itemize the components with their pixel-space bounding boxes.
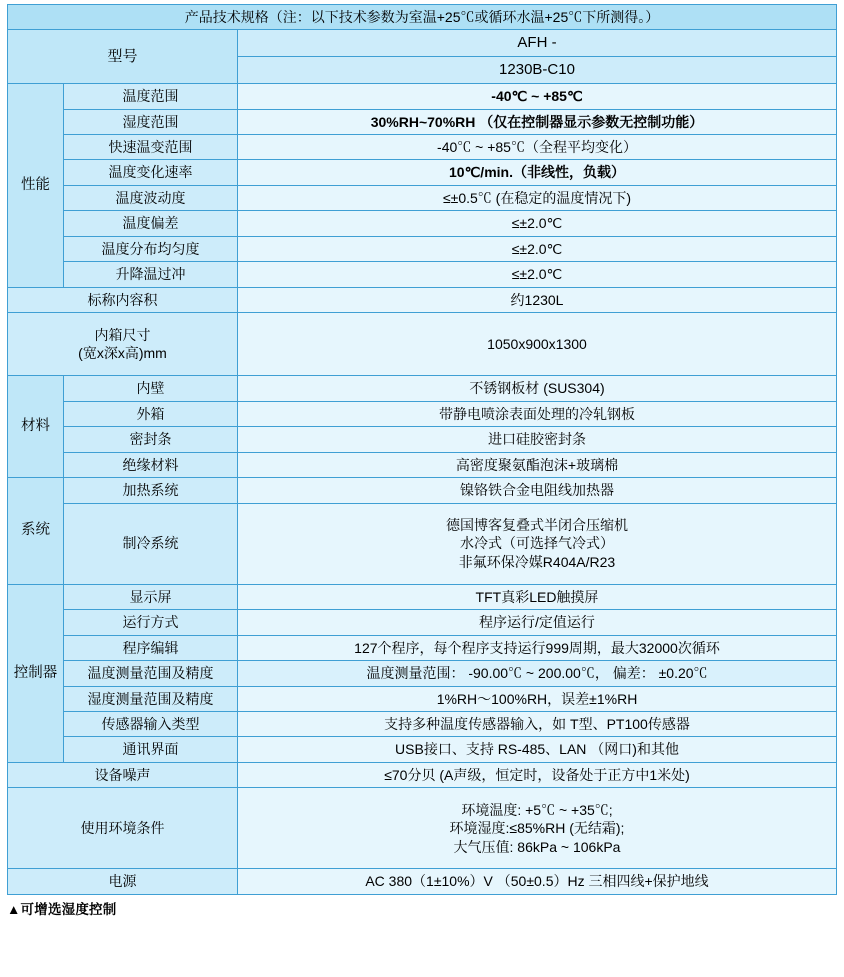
footnote: ▲可增选湿度控制 (7, 901, 117, 917)
table-row-controller-3 (8, 661, 837, 686)
section-label-system: 系统 (8, 478, 64, 584)
section-label-controller: 控制器 (8, 584, 64, 762)
row-value: ≤70分贝 (A声级，恒定时，设备处于正方中1米处) (238, 762, 837, 787)
row-value: TFT真彩LED触摸屏 (238, 584, 837, 609)
row-value: 不锈钢板材 (SUS304) (238, 376, 837, 401)
row-label: 快速温变范围 (64, 135, 238, 160)
inner-size-label-line1: 内箱尺寸 (94, 326, 151, 343)
section-label-material: 材料 (8, 376, 64, 478)
row-label: 绝缘材料 (64, 452, 238, 477)
row-label: 温度波动度 (64, 185, 238, 210)
table-row-system-0 (8, 478, 837, 503)
row-value: USB接口、支持 RS-485、LAN （网口)和其他 (238, 737, 837, 762)
row-value: 1050x900x1300 (238, 313, 837, 376)
row-label: 温度测量范围及精度 (64, 661, 238, 686)
table-row-controller-4 (8, 686, 837, 711)
table-row-controller-1 (8, 610, 837, 635)
table-row-system-1 (8, 503, 837, 584)
row-label: 密封条 (64, 427, 238, 452)
row-value: 30%RH~70%RH （仅在控制器显示参数无控制功能） (238, 109, 837, 134)
row-label: 设备噪声 (8, 762, 238, 787)
table-row-material-2 (8, 427, 837, 452)
table-row-controller-0 (8, 584, 837, 609)
row-value: 带静电喷涂表面处理的冷轧钢板 (238, 401, 837, 426)
table-row-controller-2 (8, 635, 837, 660)
table-row-perf-7 (8, 262, 837, 287)
row-label: 湿度范围 (64, 109, 238, 134)
row-label: 内壁 (64, 376, 238, 401)
row-label: 升降温过冲 (64, 262, 238, 287)
row-value: -40℃ ~ +85℃ (238, 84, 837, 109)
row-value: 高密度聚氨酯泡沫+玻璃棉 (238, 452, 837, 477)
row-label: 显示屏 (64, 584, 238, 609)
row-value: 镍铬铁合金电阻线加热器 (238, 478, 837, 503)
row-label: 运行方式 (64, 610, 238, 635)
row-label (8, 313, 238, 376)
section-label-performance: 性能 (8, 84, 64, 288)
table-row-controller-6 (8, 737, 837, 762)
table-row-perf-3 (8, 160, 837, 185)
row-value: ≤±2.0℃ (238, 236, 837, 261)
row-label: 电源 (8, 869, 238, 894)
model-value-line2: 1230B-C10 (238, 57, 837, 84)
row-value: 环境温度: +5℃ ~ +35℃; 环境湿度:≤85%RH (无结霜); 大气压值: 86kPa ~ 106kPa (238, 788, 837, 869)
row-value: 127个程序，每个程序支持运行999周期，最大32000次循环 (238, 635, 837, 660)
spec-title: 产品技术规格（注：以下技术参数为室温+25℃或循环水温+25℃下所测得。） (8, 5, 837, 30)
specification-table (7, 4, 837, 895)
table-row-environment (8, 788, 837, 869)
table-row-volume (8, 287, 837, 312)
row-label: 外箱 (64, 401, 238, 426)
table-row-noise (8, 762, 837, 787)
row-value: ≤±0.5℃ (在稳定的温度情况下) (238, 185, 837, 210)
row-value: 德国博客复叠式半闭合压缩机 水冷式（可选择气冷式） 非氟环保冷媒R404A/R23 (238, 503, 837, 584)
row-value: 进口硅胶密封条 (238, 427, 837, 452)
row-label: 制冷系统 (64, 503, 238, 584)
row-value: 支持多种温度传感器输入，如 T型、PT100传感器 (238, 711, 837, 736)
table-row-model-1 (8, 30, 837, 57)
model-value-line1: AFH - (238, 30, 837, 57)
row-value: 约1230L (238, 287, 837, 312)
table-row-perf-5 (8, 211, 837, 236)
row-value: ≤±2.0℃ (238, 262, 837, 287)
row-value: -40℃ ~ +85℃（全程平均变化） (238, 135, 837, 160)
row-label: 传感器输入类型 (64, 711, 238, 736)
table-row-material-3 (8, 452, 837, 477)
row-label: 湿度测量范围及精度 (64, 686, 238, 711)
table-row-material-1 (8, 401, 837, 426)
row-value: ≤±2.0℃ (238, 211, 837, 236)
table-row-perf-4 (8, 185, 837, 210)
row-label: 温度变化速率 (64, 160, 238, 185)
table-row-perf-0 (8, 84, 837, 109)
model-label: 型号 (8, 30, 238, 84)
row-label: 温度分布均匀度 (64, 236, 238, 261)
table-row-controller-5 (8, 711, 837, 736)
table-row-perf-2 (8, 135, 837, 160)
table-row-perf-6 (8, 236, 837, 261)
row-label: 温度范围 (64, 84, 238, 109)
table-row-perf-1 (8, 109, 837, 134)
inner-size-label-line2: (宽x深x高)mm (78, 345, 167, 362)
table-row-power (8, 869, 837, 894)
row-label: 通讯界面 (64, 737, 238, 762)
row-label: 程序编辑 (64, 635, 238, 660)
table-row-material-0 (8, 376, 837, 401)
row-label: 温度偏差 (64, 211, 238, 236)
row-value: 10℃/min.（非线性，负载） (238, 160, 837, 185)
row-value: 温度测量范围： -90.00℃ ~ 200.00℃， 偏差： ±0.20℃ (238, 661, 837, 686)
row-label: 加热系统 (64, 478, 238, 503)
row-value: 程序运行/定值运行 (238, 610, 837, 635)
table-row-header (8, 5, 837, 30)
table-row-inner-size (8, 313, 837, 376)
row-value: 1%RH～100%RH，误差±1%RH (238, 686, 837, 711)
row-label: 标称内容积 (8, 287, 238, 312)
row-label: 使用环境条件 (8, 788, 238, 869)
row-value: AC 380（1±10%）V （50±0.5）Hz 三相四线+保护地线 (238, 869, 837, 894)
